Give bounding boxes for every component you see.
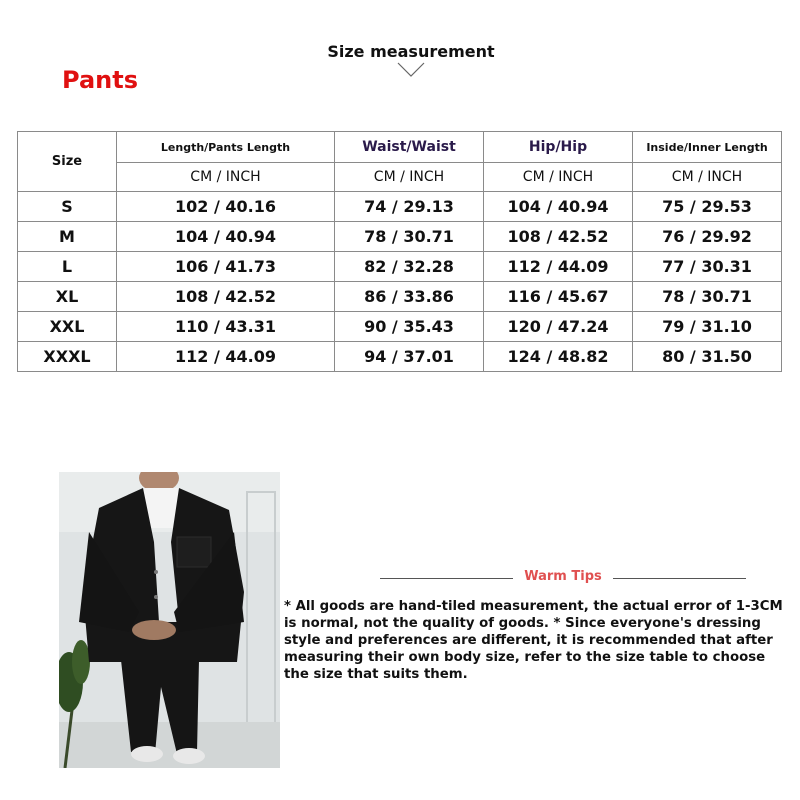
value-cell: 90 / 35.43 bbox=[335, 312, 484, 342]
value-cell: 104 / 40.94 bbox=[484, 192, 633, 222]
table-row bbox=[18, 192, 782, 222]
unit-row bbox=[18, 163, 782, 192]
size-table bbox=[17, 131, 782, 372]
value-cell: 75 / 29.53 bbox=[633, 192, 782, 222]
column-header: Inside/Inner Length bbox=[633, 132, 782, 163]
tips-title: Warm Tips bbox=[524, 569, 602, 584]
unit-label: CM / INCH bbox=[633, 163, 782, 192]
size-cell: L bbox=[18, 252, 117, 282]
category-label: Pants bbox=[62, 66, 138, 94]
table-row bbox=[18, 312, 782, 342]
size-cell: XL bbox=[18, 282, 117, 312]
size-header: Size bbox=[18, 132, 117, 192]
column-header: Length/Pants Length bbox=[117, 132, 335, 163]
size-cell: M bbox=[18, 222, 117, 252]
table-row bbox=[18, 342, 782, 372]
unit-label: CM / INCH bbox=[484, 163, 633, 192]
value-cell: 112 / 44.09 bbox=[484, 252, 633, 282]
value-cell: 102 / 40.16 bbox=[117, 192, 335, 222]
divider bbox=[380, 578, 513, 579]
table-row bbox=[18, 252, 782, 282]
divider bbox=[613, 578, 746, 579]
value-cell: 120 / 47.24 bbox=[484, 312, 633, 342]
table-row bbox=[18, 282, 782, 312]
column-header: Waist/Waist bbox=[335, 132, 484, 163]
value-cell: 78 / 30.71 bbox=[633, 282, 782, 312]
size-cell: XXXL bbox=[18, 342, 117, 372]
table-header-row bbox=[18, 132, 782, 163]
column-header: Hip/Hip bbox=[484, 132, 633, 163]
value-cell: 94 / 37.01 bbox=[335, 342, 484, 372]
value-cell: 106 / 41.73 bbox=[117, 252, 335, 282]
value-cell: 104 / 40.94 bbox=[117, 222, 335, 252]
table-row bbox=[18, 222, 782, 252]
unit-label: CM / INCH bbox=[117, 163, 335, 192]
value-cell: 77 / 30.31 bbox=[633, 252, 782, 282]
page-title: Size measurement bbox=[327, 42, 495, 61]
product-photo bbox=[59, 472, 280, 768]
unit-label: CM / INCH bbox=[335, 163, 484, 192]
chevron-down-icon bbox=[397, 62, 425, 78]
value-cell: 110 / 43.31 bbox=[117, 312, 335, 342]
value-cell: 80 / 31.50 bbox=[633, 342, 782, 372]
value-cell: 108 / 42.52 bbox=[117, 282, 335, 312]
tips-text: * All goods are hand-tiled measurement, the actual error of 1-3CM is normal, not the quality of goods. * Since everyone's dressing style and preferences are different, it is recommended that after measuring their own body size, refer to the size table to choose the size that suits them. bbox=[284, 599, 783, 682]
value-cell: 78 / 30.71 bbox=[335, 222, 484, 252]
value-cell: 112 / 44.09 bbox=[117, 342, 335, 372]
value-cell: 108 / 42.52 bbox=[484, 222, 633, 252]
value-cell: 74 / 29.13 bbox=[335, 192, 484, 222]
value-cell: 82 / 32.28 bbox=[335, 252, 484, 282]
value-cell: 124 / 48.82 bbox=[484, 342, 633, 372]
value-cell: 76 / 29.92 bbox=[633, 222, 782, 252]
value-cell: 79 / 31.10 bbox=[633, 312, 782, 342]
value-cell: 86 / 33.86 bbox=[335, 282, 484, 312]
size-cell: S bbox=[18, 192, 117, 222]
size-cell: XXL bbox=[18, 312, 117, 342]
value-cell: 116 / 45.67 bbox=[484, 282, 633, 312]
